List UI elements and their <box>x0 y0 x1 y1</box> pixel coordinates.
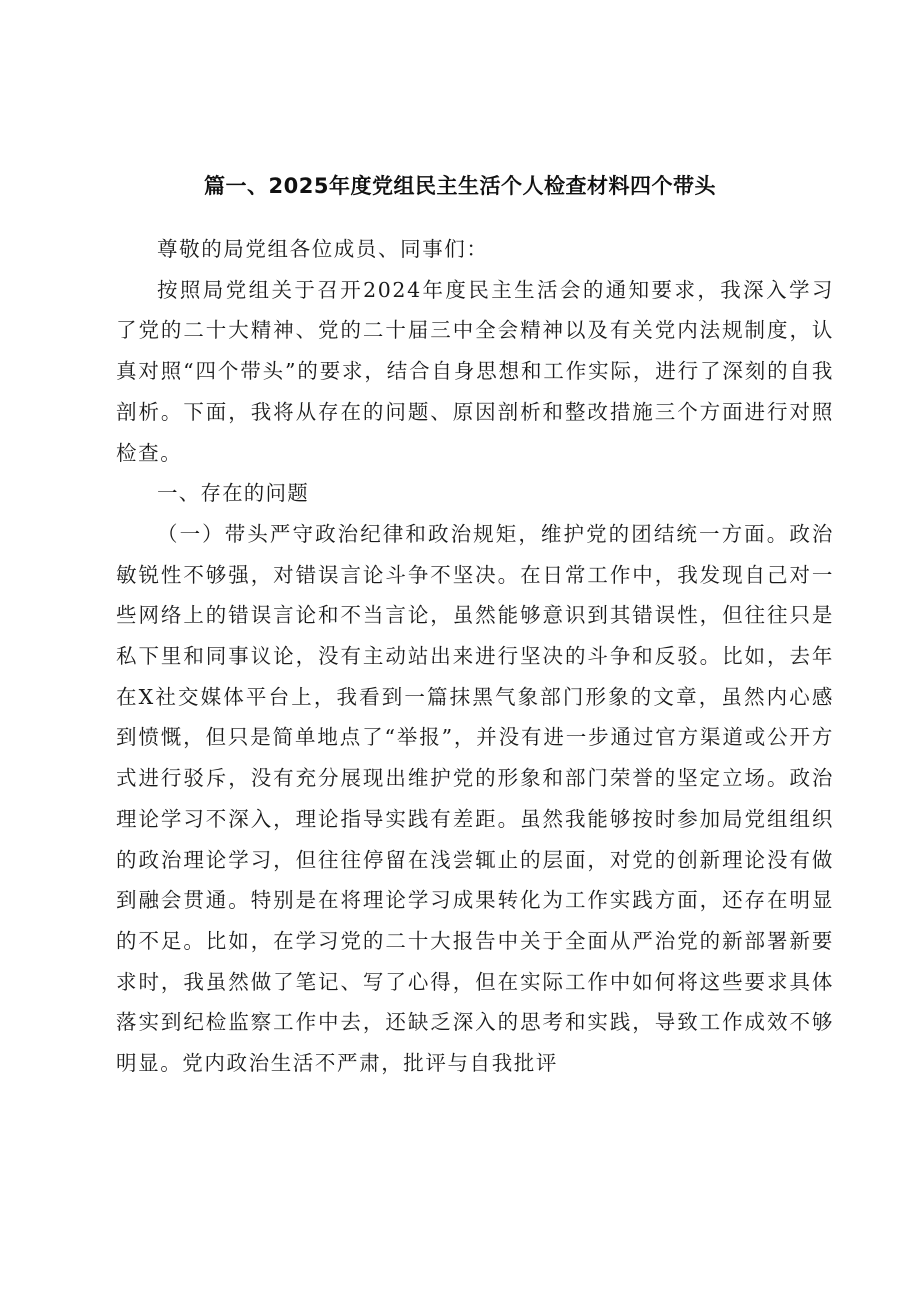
document-body <box>116 229 834 1084</box>
intro-paragraph: 按照局党组关于召开2024年度民主生活会的通知要求，我深入学习了党的二十大精神、党的二十届三中全会精神以及有关党内法规制度，认真对照“四个带头”的要求，结合自身思想和工作实际，进行了深刻的自我剖析。下面，我将从存在的问题、原因剖析和整改措施三个方面进行对照检查。 <box>116 277 834 465</box>
body-paragraph: （一）带头严守政治纪律和政治规矩，维护党的团结统一方面。政治敏锐性不够强，对错误言论斗争不坚决。在日常工作中，我发现自己对一些网络上的错误言论和不当言论，虽然能够意识到其错误性，但往往只是私下里和同事议论，没有主动站出来进行坚决的斗争和反驳。比如，去年在X社交媒体平台上，我看到一篇抹黑气象部门形象的文章，虽然内心感到愤慨，但只是简单地点了“举报”，并没有进一步通过官方渠道或公开方式进行驳斥，没有充分展现出维护党的形象和部门荣誉的坚定立场。政治理论学习不深入，理论指导实践有差距。虽然我能够按时参加局党组组织的政治理论学习，但往往停留在浅尝辄止的层面，对党的创新理论没有做到融会贯通。特别是在将理论学习成果转化为工作实践方面，还存在明显的不足。比如，在学习党的二十大报告中关于全面从严治党的新部署新要求时，我虽然做了笔记、写了心得，但在实际工作中如何将这些要求具体落实到纪检监察工作中去，还缺乏深入的思考和实践，导致工作成效不够明显。党内政治生活不严肃，批评与自我批评 <box>116 521 834 1076</box>
section-heading: 一、存在的问题 <box>157 481 309 506</box>
salutation: 尊敬的局党组各位成员、同事们： <box>157 237 489 261</box>
document-title: 篇一、2025年度党组民主生活个人检查材料四个带头 <box>204 174 716 198</box>
